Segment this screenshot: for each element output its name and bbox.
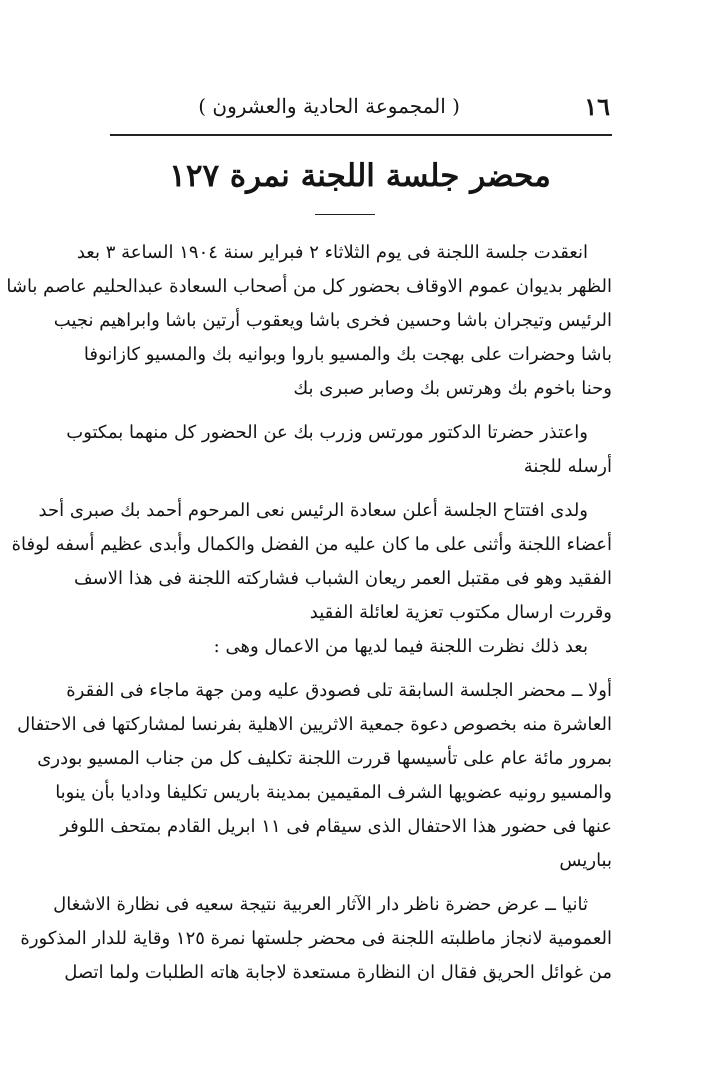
text-line: بباريس [559,850,612,871]
text-line: باشا وحضرات على بهجت بك والمسيو باروا وبوانيه بك والمسيو كازانوفا [83,344,612,365]
text-line: وقررت ارسال مكتوب تعزية لعائلة الفقيد [309,602,612,623]
title-rule [315,214,375,215]
text-line: انعقدت جلسة اللجنة فى يوم الثلاثاء ٢ فبراير سنة ١٩٠٤ الساعة ٣ بعد [76,242,588,263]
text-line: أعضاء اللجنة وأثنى على ما كان عليه من الفضل والكمال وأبدى عظيم أسفه لوفاة [11,534,612,555]
text-line: بعد ذلك نظرت اللجنة فيما لديها من الاعمال وهى : [213,636,588,657]
header-rule [110,134,612,136]
text-line: الرئيس وتيجران باشا وحسين فخرى باشا ويعقوب أرتين باشا وابراهيم نجيب [53,310,612,331]
text-line: ثانيا ــ عرض حضرة ناظر دار الآثار العربية نتيجة سعيه فى نظارة الاشغال [53,894,588,915]
text-line: وحنا باخوم بك وهرتس بك وصابر صبرى بك [293,378,612,399]
page-number: ١٦ [584,92,610,121]
page-title: محضر جلسة اللجنة نمرة ١٢٧ [169,158,551,194]
text-line: ولدى افتتاح الجلسة أعلن سعادة الرئيس نعى المرحوم أحمد بك صبرى أحد [38,500,588,521]
text-line: أولا ــ محضر الجلسة السابقة تلى فصودق عليه ومن جهة ماجاء فى الفقرة [66,680,612,701]
text-line: العمومية لانجاز ماطلبته اللجنة فى محضر جلستها نمرة ١٢٥ وقاية للدار المذكورة [20,928,612,949]
text-line: أرسله للجنة [523,456,612,477]
text-line: بمرور مائة عام على تأسيسها قررت اللجنة تكليف كل من جناب المسيو بودرى [37,748,612,769]
text-line: من غوائل الحريق فقال ان النظارة مستعدة لاجابة هاته الطلبات ولما اتصل [64,962,612,983]
text-line: الفقيد وهو فى مقتبل العمر ريعان الشباب فشاركته اللجنة فى هذا الاسف [73,568,612,589]
running-head: ( المجموعة الحادية والعشرون ) [198,94,460,118]
page-header [110,88,610,128]
body-text [6,236,612,990]
text-line: عنها فى حضور هذا الاحتفال الذى سيقام فى ١١ ابريل القادم بمتحف اللوفر [60,816,612,837]
text-line: والمسيو رونيه عضويها الشرف المقيمين بمدينة باريس تكليفا وداديا بأن ينوبا [55,782,612,803]
text-line: واعتذر حضرتا الدكتور مورتس وزرب بك عن الحضور كل منهما بمكتوب [66,422,588,443]
text-line: العاشرة منه بخصوص دعوة جمعية الاثريين الاهلية بفرنسا لمشاركتها فى الاحتفال [17,714,612,735]
text-line: الظهر بديوان عموم الاوقاف بحضور كل من أصحاب السعادة عبدالحليم عاصم باشا [6,276,612,297]
